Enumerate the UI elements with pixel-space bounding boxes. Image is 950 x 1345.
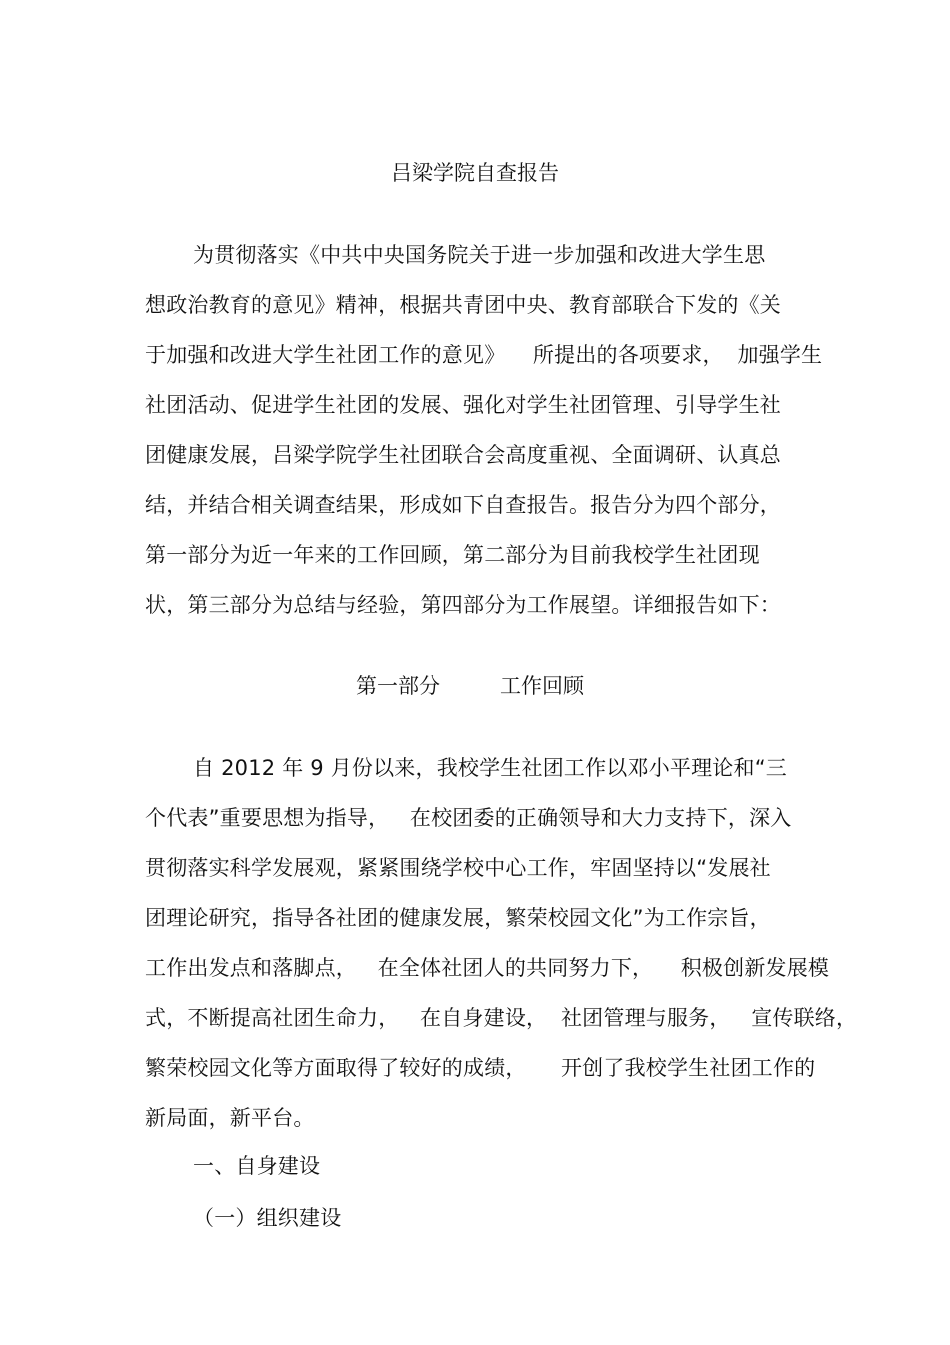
part-one-name: 工作回顾	[500, 674, 584, 698]
intro-line-3: 于加强和改进大学生社团工作的意见》 所提出的各项要求， 加强学生	[145, 343, 823, 367]
heading-one: 一、自身建设	[193, 1154, 321, 1178]
document-title: 吕梁学院自查报告	[391, 161, 559, 185]
body-line-6: 式，不断提高社团生命力， 在自身建设， 社团管理与服务， 宣传联络，	[145, 1006, 858, 1030]
intro-line-2: 想政治教育的意见》精神，根据共青团中央、教育部联合下发的《关	[145, 293, 781, 317]
body-line-3: 贯彻落实科学发展观，紧紧围绕学校中心工作，牢固坚持以“发展社	[145, 856, 771, 880]
intro-line-8: 状，第三部分为总结与经验，第四部分为工作展望。详细报告如下：	[145, 593, 781, 617]
body-line-5: 工作出发点和落脚点， 在全体社团人的共同努力下， 积极创新发展模	[145, 956, 830, 980]
body-line-4: 团理论研究，指导各社团的健康发展，繁荣校园文化”为工作宗旨，	[145, 906, 771, 930]
body-line-1: 自 2012 年 9 月份以来，我校学生社团工作以邓小平理论和“三	[193, 756, 787, 780]
subheading-one: （一）组织建设	[193, 1206, 342, 1230]
body-line-8: 新局面，新平台。	[145, 1106, 315, 1130]
intro-line-6: 结，并结合相关调查结果，形成如下自查报告。报告分为四个部分，	[145, 493, 781, 517]
part-one-label: 第一部分	[356, 674, 440, 698]
intro-line-5: 团健康发展，吕梁学院学生社团联合会高度重视、全面调研、认真总	[145, 443, 781, 467]
intro-line-4: 社团活动、促进学生社团的发展、强化对学生社团管理、引导学生社	[145, 393, 781, 417]
intro-line-1: 为贯彻落实《中共中央国务院关于进一步加强和改进大学生思	[193, 243, 766, 267]
intro-line-7: 第一部分为近一年来的工作回顾，第二部分为目前我校学生社团现	[145, 543, 760, 567]
body-line-2: 个代表”重要思想为指导， 在校团委的正确领导和大力支持下，深入	[145, 806, 792, 830]
body-line-7: 繁荣校园文化等方面取得了较好的成绩， 开创了我校学生社团工作的	[145, 1056, 816, 1080]
